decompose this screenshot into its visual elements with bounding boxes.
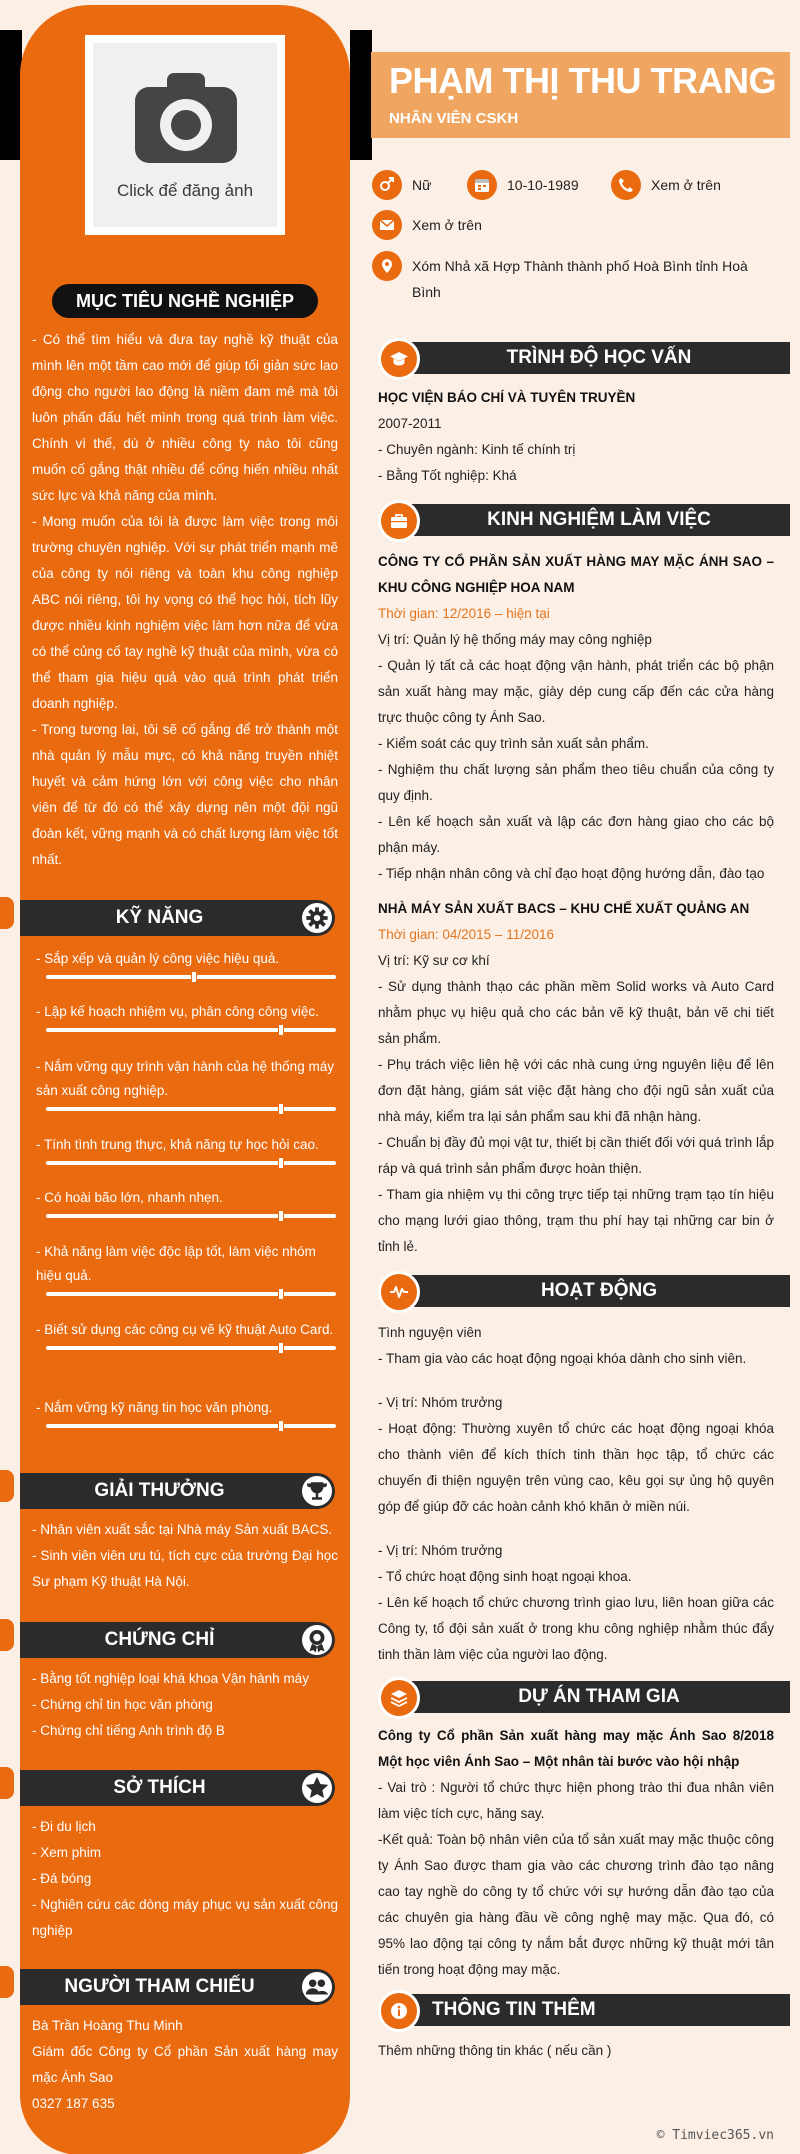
skill-level-bar [46, 1214, 336, 1218]
project-head: Công ty Cổ phần Sản xuất hàng may mặc Ánh Sao 8/2018 Một học viên Ánh Sao – Một nhân tài bước vào hội nhập [378, 1728, 774, 1769]
side-tab [0, 897, 14, 929]
calendar-icon [467, 170, 497, 200]
activity-line: - Hoạt động: Thường xuyên tổ chức các hoạt động ngoại khóa cho thành viên để kích thích tinh thần học tập, tổ chức các chuyến đi thiện nguyện trên vùng cao, kêu gọi sự ủng hộ quyên góp để giúp đỡ các hoàn cảnh khó khăn ở miền núi. [378, 1421, 774, 1514]
gear-icon [302, 903, 332, 933]
skill-label: - Nắm vững kỹ năng tin học văn phòng. [36, 1400, 273, 1415]
job-duty: - Nghiệm thu chất lượng sản phẩm theo tiêu chuẩn của công ty quy định. [378, 762, 774, 803]
experience-job-1 [378, 549, 774, 887]
skill-item [36, 1240, 336, 1296]
objective-text [32, 327, 338, 873]
objective-title: MỤC TIÊU NGHỀ NGHIỆP [52, 284, 318, 318]
objective-p3: - Trong tương lai, tôi sẽ cố gắng để trở thành một nhà quản lý mẫu mực, có khả năng truyền nhiệt huyết và cảm hứng lớn với công việc cho nhân viên để từ đó có thể xây dựng nên một đội ngũ đoàn kết, vững mạnh và có chất lượng làm việc tốt nhất. [32, 722, 338, 867]
graduation-cap-icon [378, 338, 420, 380]
pulse-icon [378, 1271, 420, 1313]
activities-header [378, 1271, 790, 1311]
skill-item [36, 1186, 336, 1218]
briefcase-icon [378, 500, 420, 542]
hobby-item: - Đá bóng [32, 1871, 92, 1886]
cert-item: - Chứng chỉ tin học văn phòng [32, 1697, 213, 1712]
skill-item [36, 1318, 336, 1350]
full-name: PHẠM THỊ THU TRANG [389, 60, 776, 101]
certs-title: CHỨNG CHỈ [104, 1629, 215, 1650]
skill-level-knob [278, 1210, 284, 1222]
activity-line: - Lên kế hoạch tổ chức chương trình giao lưu, liên hoan giữa các Công ty, tổ đội sản xuất ở trong khu công nghiệp nhằm thúc đẩy tinh thần làm việc của người lao động. [378, 1595, 774, 1662]
job-duty: - Phụ trách việc liên hệ với các nhà cung ứng nguyên liệu để lên đơn đặt hàng, giám sát việc đặt hàng cho đội ngũ sản xuất của nhà máy, kiểm tra lại sản phẩm sau khi đã nhận hàng. [378, 1057, 774, 1124]
activity-line: - Vị trí: Nhóm trưởng [378, 1543, 503, 1558]
activities-title: HOẠT ĐỘNG [540, 1280, 658, 1301]
certs-header [20, 1622, 335, 1658]
skill-level-knob [278, 1420, 284, 1432]
hobby-item: - Đi du lịch [32, 1819, 96, 1834]
skill-level-bar [46, 975, 336, 979]
side-tab [0, 1470, 14, 1502]
skill-label: - Biết sử dụng các công cụ vẽ kỹ thuật Auto Card. [36, 1322, 334, 1337]
cert-item: - Chứng chỉ tiếng Anh trình độ B [32, 1723, 225, 1738]
skill-item [36, 1055, 336, 1111]
skill-level-knob [278, 1342, 284, 1354]
job-duty: - Tham gia nhiệm vụ thi công trực tiếp tại những trạm tạo tín hiệu cho mạng lưới giao thông, trạm thu phí hay tại những car bin ở tỉnh lẻ. [378, 1187, 774, 1254]
people-icon [302, 1972, 332, 2002]
decor-block-left [0, 30, 22, 160]
school-years: 2007-2011 [378, 416, 442, 431]
job-position: Vị trí: Kỹ sư cơ khí [378, 953, 490, 968]
activity-line: - Tổ chức hoạt động sinh hoạt ngoại khoa. [378, 1569, 632, 1584]
name-banner [371, 52, 790, 138]
skill-level-bar [46, 1346, 336, 1350]
email-value: Xem ở trên [412, 217, 482, 233]
school-major: - Chuyên ngành: Kinh tế chính trị [378, 442, 576, 457]
job-duty: - Kiểm soát các quy trình sản xuất sản phẩm. [378, 736, 649, 751]
skill-label: - Khả năng làm việc độc lập tốt, làm việc nhóm hiệu quả. [36, 1244, 316, 1283]
projects-header [378, 1677, 790, 1717]
skill-label: - Tính tình trung thực, khả năng tự học hỏi cao. [36, 1137, 319, 1152]
experience-job-2 [378, 896, 774, 1260]
school-grade: - Bằng Tốt nghiệp: Khá [378, 468, 517, 483]
school-name: HỌC VIỆN BÁO CHÍ VÀ TUYÊN TRUYỀN [378, 390, 636, 405]
more-line: Thêm những thông tin khác ( nếu cần ) [378, 2043, 612, 2058]
camera-icon [135, 73, 237, 163]
skill-label: - Nắm vững quy trình vận hành của hệ thống máy sản xuất công nghiệp. [36, 1059, 334, 1098]
decor-block-right [350, 30, 372, 160]
certs-text [32, 1666, 338, 1744]
skill-level-knob [278, 1024, 284, 1036]
job-duty: - Lên kế hoạch sản xuất và lập các đơn hàng giao cho các bộ phận máy. [378, 814, 774, 855]
more-text [378, 2038, 774, 2064]
photo-upload[interactable] [85, 35, 285, 235]
more-title: THÔNG TIN THÊM [432, 1999, 596, 2020]
refs-header [20, 1969, 335, 2005]
job-duty: - Tiếp nhận nhân công và chỉ đạo hoạt động hướng dẫn, đào tạo [378, 866, 765, 881]
left-column [20, 5, 350, 2154]
hobbies-title: SỞ THÍCH [113, 1777, 206, 1798]
side-tab [0, 1767, 14, 1799]
experience-header [378, 500, 790, 540]
job-duty: - Chuẩn bị đầy đủ mọi vật tư, thiết bị cần thiết đối với quá trình lắp ráp và quá trình sản phẩm được hoàn thiện. [378, 1135, 774, 1176]
projects-text [378, 1723, 774, 1983]
project-line: - Vai trò : Người tổ chức thực hiện phong trào thi đua nhân viên làm việc tích cực, hăng say. [378, 1780, 774, 1821]
job-company: NHÀ MÁY SẢN XUẤT BACS – KHU CHẾ XUẤT QUẢNG AN [378, 901, 750, 916]
award-item: - Sinh viên viên ưu tú, tích cực của trường Đại học Sư phạm Kỹ thuật Hà Nội. [32, 1548, 338, 1589]
cert-item: - Bằng tốt nghiệp loại khá khoa Vận hành máy [32, 1671, 309, 1686]
refs-title: NGƯỜI THAM CHIẾU [64, 1976, 255, 1997]
hobbies-header [20, 1770, 335, 1806]
skills-header [20, 900, 335, 936]
more-header [378, 1990, 790, 2030]
skill-level-bar [46, 1292, 336, 1296]
refs-text [32, 2013, 338, 2117]
skill-item [36, 1000, 336, 1032]
skills-title: KỸ NĂNG [115, 907, 204, 928]
email-icon [372, 210, 402, 240]
skill-level-bar [46, 1107, 336, 1111]
star-icon [302, 1773, 332, 1803]
activity-line: - Tham gia vào các hoạt động ngoại khóa dành cho sinh viên. [378, 1351, 747, 1366]
projects-title: DỰ ÁN THAM GIA [518, 1686, 680, 1707]
skill-level-knob [278, 1288, 284, 1300]
skill-item [36, 1133, 336, 1165]
job-duty: - Quản lý tất cả các hoạt động vận hành, phát triển các bộ phận sản xuất hàng may mặc, giày dép cung cấp đến các cửa hàng trực thuộc công ty Ánh Sao. [378, 658, 774, 725]
award-item: - Nhân viên xuất sắc tại Nhà máy Sản xuất BACS. [32, 1522, 333, 1537]
awards-text [32, 1517, 338, 1595]
phone-value: Xem ở trên [651, 177, 721, 193]
activity-line: - Vị trí: Nhóm trưởng [378, 1395, 503, 1410]
job-company: CÔNG TY CỔ PHẦN SẢN XUẤT HÀNG MAY MẶC ÁNH SAO – KHU CÔNG NGHIỆP HOA NAM [378, 554, 774, 595]
awards-title: GIẢI THƯỞNG [94, 1480, 225, 1501]
ref-title: Giám đốc Công ty Cổ phần Sản xuất hàng may mặc Ánh Sao [32, 2044, 338, 2085]
ref-phone: 0327 187 635 [32, 2096, 115, 2111]
skill-level-bar [46, 1028, 336, 1032]
education-header [378, 338, 790, 378]
skill-label: - Sắp xếp và quản lý công việc hiệu quả. [36, 951, 280, 966]
gender-icon [372, 170, 402, 200]
side-tab [0, 1966, 14, 1998]
skill-label: - Có hoài bão lớn, nhanh nhẹn. [36, 1190, 223, 1205]
education-title: TRÌNH ĐỘ HỌC VẤN [506, 347, 692, 368]
skill-level-knob [278, 1157, 284, 1169]
activity-line: Tình nguyện viên [378, 1325, 482, 1340]
gender-value: Nữ [412, 177, 432, 193]
skill-item [36, 947, 336, 979]
project-line: -Kết quả: Toàn bộ nhân viên của tổ sản xuất may mặc thuộc công ty Ánh Sao được tham gia vào các chương trình đào tạo nâng cao tay nghề do công ty tổ chức với sự hướng dẫn đào tạo của các chuyên gia hàng đầu về công nghệ may mặc. Qua đó, có 95% lao động tại công ty nắm bắt được những kỹ thuật mới tân tiến trong hoạt động may mặc. [378, 1832, 774, 1977]
objective-p2: - Mong muốn của tôi là được làm việc trong môi trường chuyên nghiệp. Với sự phát triển mạnh mẽ của công ty nói riêng và toàn khu công nghiệp ABC nói riêng, tôi hy vọng có thể học hỏi, tích lũy được nhiều kinh nghiệm việc làm hơn nữa để vừa có thể củng cố tay nghề kỹ thuật của mình, vừa có thể tham gia hiệu quả vào quá trình phát triển doanh nghiệp. [32, 514, 338, 711]
job-time: Thời gian: 04/2015 – 11/2016 [378, 927, 554, 942]
job-time: Thời gian: 12/2016 – hiện tại [378, 606, 550, 621]
ref-name: Bà Trần Hoàng Thu Minh [32, 2018, 183, 2033]
trophy-icon [302, 1476, 332, 1506]
side-tab [0, 1619, 14, 1651]
layers-icon [378, 1677, 420, 1719]
job-duty: - Sử dụng thành thạo các phần mềm Solid works và Auto Card nhằm phục vụ hiệu quả cho các bản vẽ kỹ thuật, bản vẽ chi tiết sản phẩm. [378, 979, 774, 1046]
hobby-item: - Nghiên cứu các dòng máy phục vụ sản xuất công nghiệp [32, 1897, 338, 1938]
skill-item [36, 1396, 336, 1428]
job-role: NHÂN VIÊN CSKH [389, 110, 519, 127]
experience-title: KINH NGHIỆM LÀM VIỆC [487, 509, 711, 530]
hobby-item: - Xem phim [32, 1845, 102, 1860]
skill-level-bar [46, 1161, 336, 1165]
activities-text [378, 1320, 774, 1668]
education-text [378, 385, 774, 489]
job-position: Vị trí: Quản lý hệ thống máy may công nghiệp [378, 632, 652, 647]
location-icon [372, 251, 402, 281]
skill-level-bar [46, 1424, 336, 1428]
dob-value: 10-10-1989 [507, 177, 579, 193]
awards-header [20, 1473, 335, 1509]
skill-level-knob [191, 971, 197, 983]
objective-p1: - Có thể tìm hiểu và đưa tay nghề kỹ thuật của mình lên một tầm cao mới để giúp tối giản sức lao động cho người lao động là niềm đam mê mà tôi luôn phấn đấu hết mình trong quá trình làm việc. Chính vì thế, dù ở nhiều công ty nào tôi cũng muốn cố gắng thật nhiều để cống hiến nhiều nhất sức lực và khả năng của mình. [32, 332, 338, 503]
footer-copyright: © Timviec365.vn [656, 2128, 774, 2143]
address-value: Xóm Nhả xã Hợp Thành thành phố Hoà Bình tỉnh Hoà Bình [412, 258, 748, 300]
photo-caption: Click để đăng ảnh [116, 181, 254, 200]
info-icon [378, 1990, 420, 2032]
medal-icon [302, 1625, 332, 1655]
skill-label: - Lập kế hoạch nhiệm vụ, phân công công việc. [36, 1004, 319, 1019]
hobbies-text [32, 1814, 338, 1944]
phone-icon [611, 170, 641, 200]
skill-level-knob [278, 1103, 284, 1115]
